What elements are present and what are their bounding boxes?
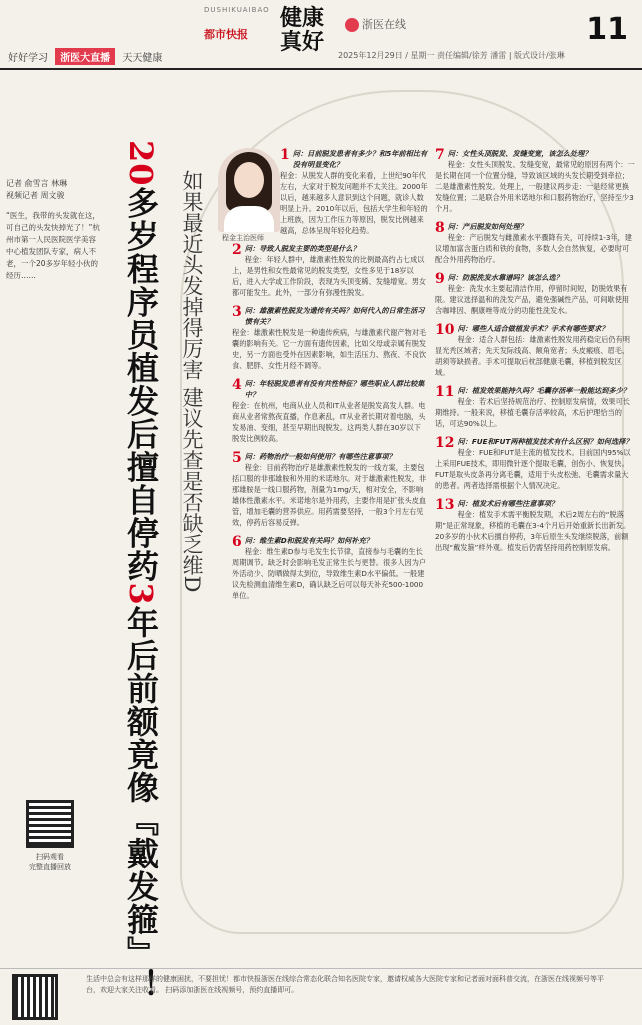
answer-text: 程金：若术后坚持规范治疗、控制原发病情，效果可长期维持。一般来说，移植毛囊存活率较高，术后护理恰当的话，可达90%以上。 <box>435 397 630 428</box>
answer-text: 程金：维生素D参与毛发生长节律，直接参与毛囊的生长周期调节。缺乏时会影响毛发正常生长与更替。很多人因为户外活动少、防晒做得太到位，导致维生素D水平偏低。一般建议先检测血清维生素D，确认缺乏后可以每天补充500-1000单位。 <box>232 547 427 600</box>
masthead-slogan <box>8 48 162 65</box>
question-number: 10 <box>435 322 455 338</box>
answer-text: 程金：目前药物治疗是雄激素性脱发的一线方案，主要包括口服的非那雄胺和外用的米诺地尔。对于雄激素性脱发，非那雄胺是一线口服药物，剂量为1mg/天，相对安全，不影响雄体性激素水平。米诺地尔是外用药，主要作用是扩张头皮血管，增加毛囊的营养供应。用药需要坚持，一般3个月左右见效，停药后容易反弹。 <box>232 463 427 527</box>
question-text: 问：雄激素性脱发为遗传有关吗？如何代入的日常生活习惯有关？ <box>244 306 425 326</box>
question-number: 6 <box>232 534 242 550</box>
question-text: 问：FUE和FUT两种植发技术有什么区别？如何选择？ <box>457 437 633 446</box>
answer-text: 程金：雄激素性脱发是一种遗传疾病，与雄激素代谢产物对毛囊的影响有关。它一方面有遗传因素，比如父母或亲属有脱发史，另一方面也受外在因素影响，如生活压力、熬夜、不良饮食、肥胖、女性月经不调等。 <box>232 328 427 370</box>
qa-item <box>232 243 428 298</box>
qa-item <box>435 385 635 429</box>
qa-item <box>435 323 635 378</box>
answer-text: 程金：年轻人群中，雄激素性脱发的比例最高约占七成以上，是男性和女性最常见的脱发类型，女性多见于18岁以后，进入大学或工作阶段，表现为头顶变稀、发缝增宽。男女都可能发生。此外，一部分有弥漫性脱发。 <box>232 255 427 297</box>
main-headline <box>118 140 164 1002</box>
qa-item <box>435 148 635 214</box>
live-badge[interactable]: 浙医大直播 <box>55 48 115 65</box>
qr-caption: 扫码观看 完整直播回放 <box>29 853 71 871</box>
headline-part2: 年后前额竟像『戴发箍』！ <box>122 605 160 1002</box>
headline-number2: 3 <box>122 582 160 606</box>
question-text: 问：导致人脱发主要的类型是什么？ <box>244 244 360 253</box>
answer-text: 程金：FUE和FUT是主流的植发技术。目前国内95%以上采用FUE技术，即用微针逐个提取毛囊，创伤小、恢复快。FUT是取头皮条再分离毛囊，适用于头皮松弛、毛囊需求量大的患者。两者选择需根据个人情况决定。 <box>435 448 631 490</box>
qa-item <box>232 451 428 528</box>
slogan-2: 天天健康 <box>122 53 163 64</box>
answer-text: 程金：洗发水主要起清洁作用，停留时间短，防脱效果有限。建议选择温和的洗发产品，避免强碱性产品，可间歇使用含咖啡因、酮康唑等成分的功能性洗发水。 <box>435 284 630 315</box>
footer-text: 生活中总会有这样那样的健康困扰，不要担忧！都市快报浙医在线综合常态化联合知名医院专家，邀请权威各大医院专家和记者面对面科普交流，在浙医在线视频号等平台，欢迎大家关注收看。 扫码添加浙医在线视频号，预约直播即可。 <box>86 975 604 994</box>
qa-column-1 <box>232 148 428 608</box>
left-column <box>6 178 101 282</box>
question-number: 1 <box>280 147 290 163</box>
qa-item <box>435 272 635 316</box>
answer-text: 程金：植发手术需平衡脱发期，术后2周左右的“脱落期”是正常现象，移植的毛囊在3-4个月后开始重新长出新发。20多岁的小伙术后擅自停药，3年后原生头发继续脱落，前额出现“戴发箍”样外观。植发后仍需坚持用药控制原发病。 <box>435 510 631 552</box>
replay-qr-block[interactable] <box>20 800 80 872</box>
logo-text: 都市快报 <box>204 28 248 41</box>
qr-code-icon[interactable] <box>26 800 74 848</box>
question-text: 问：植发效果能持久吗？毛囊存活率一般能达到多少？ <box>457 386 630 395</box>
answer-text: 程金：从脱发人群的变化来看，上世纪90年代左右，大家对于脱发问题并不太关注。2000年以后，越来越多人意识到这个问题，就诊人数明显上升。2010年以后，包括大学生和年轻的上班族，因为工作压力等原因，脱发比例越来越高，总体呈现年轻化趋势。 <box>280 171 428 235</box>
footer-qr-code-icon[interactable] <box>12 974 58 1020</box>
qa-item <box>435 498 635 553</box>
question-number: 12 <box>435 435 455 451</box>
section-title-line1: 健康 <box>280 5 325 31</box>
logo-pinyin: DUSHIKUAIBAO <box>204 6 270 14</box>
qa-item <box>232 535 428 601</box>
qa-item <box>232 378 428 444</box>
headline-number: 20 <box>122 140 160 187</box>
question-number: 2 <box>232 242 242 258</box>
qa-item <box>435 436 635 491</box>
brand-name: 浙医在线 <box>362 18 406 31</box>
slogan-1: 好好学习 <box>8 53 48 64</box>
answer-text: 程金：在杭州，电商从业人员和IT从业者是脱发高发人群。电商从业者常熬夜直播，作息紊乱，IT从业者长期对着电脑，头发易油、变细，甚至早期出现脱发。这两类人群在30岁以下脱发比例较高。 <box>232 401 426 443</box>
question-number: 13 <box>435 497 455 513</box>
brand-label <box>345 16 406 32</box>
qa-item <box>232 305 428 371</box>
question-text: 问：目前脱发患者有多少？和5年前相比有没有明显变化？ <box>292 149 428 169</box>
answer-text: 程金：适合人群包括：雄激素性脱发用药稳定后仍有明显光秃区域者；先天发际线高、额角宽者；头皮瘢痕、眉毛、胡须等缺损者。手术可提取后枕部健康毛囊，移植到脱发区域。 <box>435 335 630 377</box>
question-text: 问：维生素D和脱发有关吗？如何补充？ <box>244 536 373 545</box>
page-number: 11 <box>586 12 628 47</box>
subheadline: 如果最近头发掉得厉害 建议先查是否缺乏维D <box>180 170 204 593</box>
question-number: 9 <box>435 271 445 287</box>
question-number: 4 <box>232 377 242 393</box>
question-number: 3 <box>232 304 242 320</box>
headline-part1: 多岁程序员植发后擅自停药 <box>122 186 160 583</box>
section-title-line2: 真好 <box>280 29 325 55</box>
question-text: 问：防脱洗发水靠谱吗？该怎么选？ <box>447 273 563 282</box>
question-number: 7 <box>435 147 445 163</box>
question-text: 问：产后脱发如何处理？ <box>447 222 527 231</box>
brand-logo-icon <box>345 18 359 32</box>
question-text: 问：年轻脱发患者有没有共性特征？哪些职业人群比较集中？ <box>244 379 425 399</box>
reporter-credit: 记者 俞雪言 林琳 视频记者 周文骏 <box>6 179 68 200</box>
question-number: 8 <box>435 220 445 236</box>
masthead-divider <box>0 68 642 70</box>
answer-text: 程金：女性头顶脱发、发缝变宽，最常见的原因有两个：一是长期在同一个位置分缝，导致该区域的头发长期受到牵拉；二是雄激素性脱发。处理上，一般建议两步走：一是经常更换发缝位置；二是联合外用米诺地尔和口服药物治疗，坚持至少3个月。 <box>435 160 635 213</box>
photo-caption: 程金主治医师 <box>222 234 264 242</box>
question-number: 11 <box>435 384 455 400</box>
answer-text: 程金：产后脱发与雌激素水平骤降有关，可持续1-3年，建议增加富含蛋白质和铁的食物，多数人会自然恢复，必要时可配合外用药物治疗。 <box>435 233 632 264</box>
question-text: 问：植发术后有哪些注意事项？ <box>457 499 559 508</box>
section-title <box>280 6 324 54</box>
issue-date-line: 2025年12月29日 / 星期一 责任编辑/徐芳 潘雷 | 版式设计/张琳 <box>338 51 565 60</box>
qa-column-2 <box>435 148 635 560</box>
qa-item <box>232 148 428 236</box>
intro-paragraph: “医生，我带的头发就在这，可自己的头发快掉光了！”杭州市第一人民医院医学美容中心植发团队专家，病人不老，一个20多岁年轻小伙的经历…… <box>6 211 100 280</box>
question-text: 问：女性头顶脱发、发缝变宽，该怎么处理？ <box>447 149 592 158</box>
qa-item <box>435 221 635 265</box>
question-text: 问：药物治疗一般如何使用？有哪些注意事项？ <box>244 452 396 461</box>
question-text: 问：哪些人适合做植发手术？手术有哪些要求？ <box>457 324 609 333</box>
question-number: 5 <box>232 450 242 466</box>
